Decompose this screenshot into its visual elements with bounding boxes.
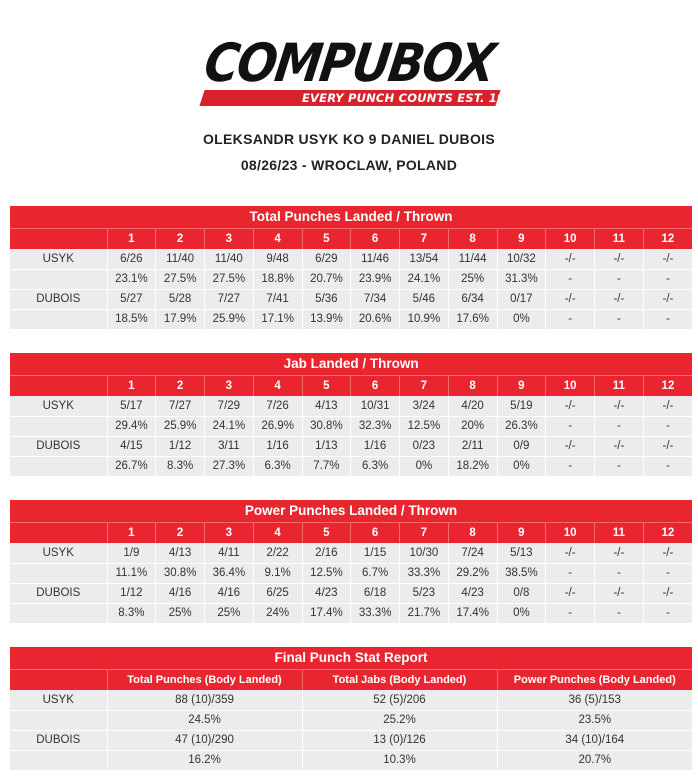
stat-cell: 3/24 (400, 396, 449, 416)
table-row (10, 249, 692, 269)
stat-cell: 1/16 (351, 436, 400, 456)
stat-cell: 6/29 (302, 249, 351, 269)
stat-cell: 1/15 (351, 543, 400, 563)
table-row (10, 436, 692, 456)
pct-cell: - (546, 563, 595, 583)
round-header: 3 (205, 228, 254, 249)
compubox-logo (198, 32, 522, 108)
pct-cell: 31.3% (497, 269, 546, 289)
pct-cell: 25.9% (156, 416, 205, 436)
pct-cell: 16.2% (107, 750, 302, 770)
stat-cell: -/- (546, 249, 595, 269)
stat-cell: 7/27 (156, 396, 205, 416)
pct-cell: 18.2% (448, 456, 497, 476)
round-header: 2 (156, 228, 205, 249)
stat-cell: 4/13 (156, 543, 205, 563)
fighter-name: DUBOIS (10, 436, 107, 456)
stat-cell: 7/24 (448, 543, 497, 563)
stat-cell: 4/16 (205, 583, 254, 603)
pct-cell: 24% (253, 603, 302, 623)
table-row (10, 289, 692, 309)
round-header: 10 (546, 375, 595, 396)
table-row (10, 730, 692, 750)
round-header: 11 (595, 522, 644, 543)
stat-cell: 11/44 (448, 249, 497, 269)
pct-cell: 25.2% (302, 710, 497, 730)
stat-cell: -/- (595, 583, 644, 603)
pct-cell: 26.9% (253, 416, 302, 436)
stat-cell: 4/16 (156, 583, 205, 603)
fighter-name: USYK (10, 543, 107, 563)
pct-cell: 0% (400, 456, 449, 476)
round-header: 9 (497, 522, 546, 543)
round-header: 1 (107, 375, 156, 396)
pct-cell: 17.4% (448, 603, 497, 623)
fighter-name: DUBOIS (10, 583, 107, 603)
pct-cell: 30.8% (156, 563, 205, 583)
stat-cell: 6/25 (253, 583, 302, 603)
pct-cell: 0% (497, 309, 546, 329)
round-header: 8 (448, 228, 497, 249)
pct-cell: 23.1% (107, 269, 156, 289)
stat-cell: -/- (643, 249, 692, 269)
stat-cell: 0/23 (400, 436, 449, 456)
pct-cell: 29.2% (448, 563, 497, 583)
stat-cell: 5/13 (497, 543, 546, 563)
header-blank (10, 669, 107, 690)
stat-cell: 4/15 (107, 436, 156, 456)
pct-cell: - (595, 456, 644, 476)
pct-cell: 10.3% (302, 750, 497, 770)
stat-cell: -/- (546, 289, 595, 309)
col-total-jabs: Total Jabs (Body Landed) (302, 669, 497, 690)
stat-cell: 6/26 (107, 249, 156, 269)
stat-cell: 11/40 (156, 249, 205, 269)
stat-cell: 6/18 (351, 583, 400, 603)
jab-title: Jab Landed / Thrown (10, 353, 692, 375)
round-header: 8 (448, 522, 497, 543)
round-header: 5 (302, 228, 351, 249)
header-blank (10, 228, 107, 249)
pct-cell: 11.1% (107, 563, 156, 583)
round-header: 2 (156, 522, 205, 543)
pct-cell: - (643, 309, 692, 329)
round-header: 2 (156, 375, 205, 396)
stat-cell: 1/13 (302, 436, 351, 456)
blank-cell (10, 603, 107, 623)
pct-cell: 9.1% (253, 563, 302, 583)
stat-cell: 5/28 (156, 289, 205, 309)
pct-cell: 20.7% (497, 750, 692, 770)
stat-cell: -/- (595, 396, 644, 416)
round-header: 4 (253, 228, 302, 249)
stat-cell: -/- (595, 436, 644, 456)
pct-cell: - (643, 416, 692, 436)
pct-cell: - (546, 456, 595, 476)
table-row (10, 396, 692, 416)
round-header: 6 (351, 228, 400, 249)
pct-cell: - (595, 269, 644, 289)
round-header: 11 (595, 375, 644, 396)
table-row (10, 563, 692, 583)
stat-cell: 1/12 (107, 583, 156, 603)
round-header: 10 (546, 522, 595, 543)
stat-cell: -/- (546, 543, 595, 563)
round-header: 5 (302, 375, 351, 396)
col-power-punches: Power Punches (Body Landed) (497, 669, 692, 690)
round-header: 6 (351, 522, 400, 543)
stat-cell: 2/22 (253, 543, 302, 563)
round-header: 8 (448, 375, 497, 396)
round-header: 12 (643, 375, 692, 396)
round-header: 7 (400, 375, 449, 396)
table-row (10, 543, 692, 563)
pct-cell: 0% (497, 603, 546, 623)
pct-cell: 24.1% (205, 416, 254, 436)
stat-cell: 4/20 (448, 396, 497, 416)
round-header: 4 (253, 375, 302, 396)
round-header: 4 (253, 522, 302, 543)
stat-cell: -/- (546, 583, 595, 603)
stat-cell: 13 (0)/126 (302, 730, 497, 750)
power-punches-table (10, 500, 692, 623)
stat-cell: 5/23 (400, 583, 449, 603)
pct-cell: 36.4% (205, 563, 254, 583)
round-header: 12 (643, 522, 692, 543)
round-header: 7 (400, 522, 449, 543)
pct-cell: 24.5% (107, 710, 302, 730)
round-header: 12 (643, 228, 692, 249)
stat-cell: 5/27 (107, 289, 156, 309)
stat-cell: -/- (595, 289, 644, 309)
stat-cell: 7/26 (253, 396, 302, 416)
pct-cell: 20% (448, 416, 497, 436)
pct-cell: 7.7% (302, 456, 351, 476)
stat-cell: 2/16 (302, 543, 351, 563)
logo-tagline: EVERY PUNCH COUNTS EST. 1985 (302, 91, 522, 105)
pct-cell: - (546, 603, 595, 623)
fighter-name: USYK (10, 690, 107, 710)
stat-cell: -/- (546, 436, 595, 456)
pct-cell: 6.3% (253, 456, 302, 476)
pct-cell: 27.5% (205, 269, 254, 289)
fighter-name: DUBOIS (10, 289, 107, 309)
pct-cell: - (546, 416, 595, 436)
table-row (10, 690, 692, 710)
stat-cell: 5/17 (107, 396, 156, 416)
power-punches-title: Power Punches Landed / Thrown (10, 500, 692, 522)
stat-cell: 11/46 (351, 249, 400, 269)
pct-cell: 33.3% (400, 563, 449, 583)
pct-cell: - (595, 603, 644, 623)
stat-cell: -/- (643, 543, 692, 563)
table-row (10, 583, 692, 603)
table-row (10, 269, 692, 289)
pct-cell: 10.9% (400, 309, 449, 329)
logo-wordmark: COMPUBOX (200, 32, 498, 95)
stat-cell: 7/29 (205, 396, 254, 416)
stat-cell: 2/11 (448, 436, 497, 456)
pct-cell: 20.7% (302, 269, 351, 289)
col-total-punches: Total Punches (Body Landed) (107, 669, 302, 690)
stat-cell: 7/41 (253, 289, 302, 309)
round-header: 9 (497, 228, 546, 249)
pct-cell: 18.5% (107, 309, 156, 329)
pct-cell: 6.3% (351, 456, 400, 476)
pct-cell: 12.5% (302, 563, 351, 583)
header-blank (10, 375, 107, 396)
stat-cell: -/- (546, 396, 595, 416)
pct-cell: 8.3% (156, 456, 205, 476)
stat-cell: 4/23 (302, 583, 351, 603)
stat-cell: 7/34 (351, 289, 400, 309)
pct-cell: 23.9% (351, 269, 400, 289)
stat-cell: -/- (643, 396, 692, 416)
blank-cell (10, 416, 107, 436)
table-row (10, 309, 692, 329)
table-row (10, 750, 692, 770)
blank-cell (10, 269, 107, 289)
round-header: 3 (205, 375, 254, 396)
bout-title: OLEKSANDR USYK KO 9 DANIEL DUBOIS (202, 131, 495, 147)
stat-cell: 1/12 (156, 436, 205, 456)
stat-cell: -/- (643, 289, 692, 309)
blank-cell (10, 456, 107, 476)
stat-cell: 3/11 (205, 436, 254, 456)
stat-cell: 4/13 (302, 396, 351, 416)
pct-cell: - (595, 563, 644, 583)
stat-cell: 5/36 (302, 289, 351, 309)
stat-cell: 9/48 (253, 249, 302, 269)
stat-cell: 6/34 (448, 289, 497, 309)
pct-cell: 13.9% (302, 309, 351, 329)
round-header: 1 (107, 228, 156, 249)
stat-cell: 36 (5)/153 (497, 690, 692, 710)
stat-cell: 0/17 (497, 289, 546, 309)
pct-cell: - (546, 309, 595, 329)
stat-cell: 88 (10)/359 (107, 690, 302, 710)
pct-cell: 8.3% (107, 603, 156, 623)
table-row (10, 710, 692, 730)
pct-cell: 17.4% (302, 603, 351, 623)
pct-cell: 25% (205, 603, 254, 623)
pct-cell: 6.7% (351, 563, 400, 583)
pct-cell: 26.3% (497, 416, 546, 436)
header-blank (10, 522, 107, 543)
pct-cell: 0% (497, 456, 546, 476)
stat-cell: 10/32 (497, 249, 546, 269)
stat-cell: 1/16 (253, 436, 302, 456)
pct-cell: 33.3% (351, 603, 400, 623)
stat-cell: 34 (10)/164 (497, 730, 692, 750)
bout-date-location: 08/26/23 - WROCLAW, POLAND (240, 157, 458, 173)
round-header: 9 (497, 375, 546, 396)
round-header: 10 (546, 228, 595, 249)
table-row (10, 603, 692, 623)
final-report-title: Final Punch Stat Report (10, 647, 692, 669)
pct-cell: 18.8% (253, 269, 302, 289)
pct-cell: - (643, 563, 692, 583)
round-header: 7 (400, 228, 449, 249)
pct-cell: 12.5% (400, 416, 449, 436)
fighter-name: USYK (10, 249, 107, 269)
blank-cell (10, 750, 107, 770)
stat-cell: 13/54 (400, 249, 449, 269)
stat-cell: 5/46 (400, 289, 449, 309)
pct-cell: 27.5% (156, 269, 205, 289)
pct-cell: 17.1% (253, 309, 302, 329)
pct-cell: 25% (156, 603, 205, 623)
round-header: 1 (107, 522, 156, 543)
pct-cell: - (595, 309, 644, 329)
round-header: 6 (351, 375, 400, 396)
table-row (10, 416, 692, 436)
total-punches-title: Total Punches Landed / Thrown (10, 206, 692, 228)
pct-cell: 25.9% (205, 309, 254, 329)
pct-cell: 27.3% (205, 456, 254, 476)
stat-cell: 0/9 (497, 436, 546, 456)
stat-cell: 52 (5)/206 (302, 690, 497, 710)
stat-cell: 11/40 (205, 249, 254, 269)
final-report-table (10, 647, 692, 770)
stat-cell: -/- (595, 543, 644, 563)
pct-cell: 24.1% (400, 269, 449, 289)
stat-cell: 4/23 (448, 583, 497, 603)
pct-cell: 32.3% (351, 416, 400, 436)
stat-cell: 0/8 (497, 583, 546, 603)
stat-cell: -/- (595, 249, 644, 269)
pct-cell: 17.9% (156, 309, 205, 329)
blank-cell (10, 710, 107, 730)
stat-cell: 47 (10)/290 (107, 730, 302, 750)
stat-cell: 10/30 (400, 543, 449, 563)
pct-cell: 17.6% (448, 309, 497, 329)
pct-cell: 38.5% (497, 563, 546, 583)
total-punches-table (10, 206, 692, 329)
pct-cell: 30.8% (302, 416, 351, 436)
round-header: 5 (302, 522, 351, 543)
blank-cell (10, 309, 107, 329)
pct-cell: - (643, 603, 692, 623)
round-header: 3 (205, 522, 254, 543)
pct-cell: 21.7% (400, 603, 449, 623)
stat-cell: 1/9 (107, 543, 156, 563)
stat-cell: -/- (643, 583, 692, 603)
pct-cell: - (595, 416, 644, 436)
pct-cell: 29.4% (107, 416, 156, 436)
pct-cell: - (643, 269, 692, 289)
fighter-name: USYK (10, 396, 107, 416)
stat-cell: 7/27 (205, 289, 254, 309)
pct-cell: 23.5% (497, 710, 692, 730)
stat-cell: 4/11 (205, 543, 254, 563)
pct-cell: 20.6% (351, 309, 400, 329)
table-row (10, 456, 692, 476)
fighter-name: DUBOIS (10, 730, 107, 750)
pct-cell: 25% (448, 269, 497, 289)
pct-cell: - (546, 269, 595, 289)
pct-cell: - (643, 456, 692, 476)
blank-cell (10, 563, 107, 583)
pct-cell: 26.7% (107, 456, 156, 476)
stat-cell: 5/19 (497, 396, 546, 416)
jab-table (10, 353, 692, 476)
stat-cell: 10/31 (351, 396, 400, 416)
round-header: 11 (595, 228, 644, 249)
stat-cell: -/- (643, 436, 692, 456)
